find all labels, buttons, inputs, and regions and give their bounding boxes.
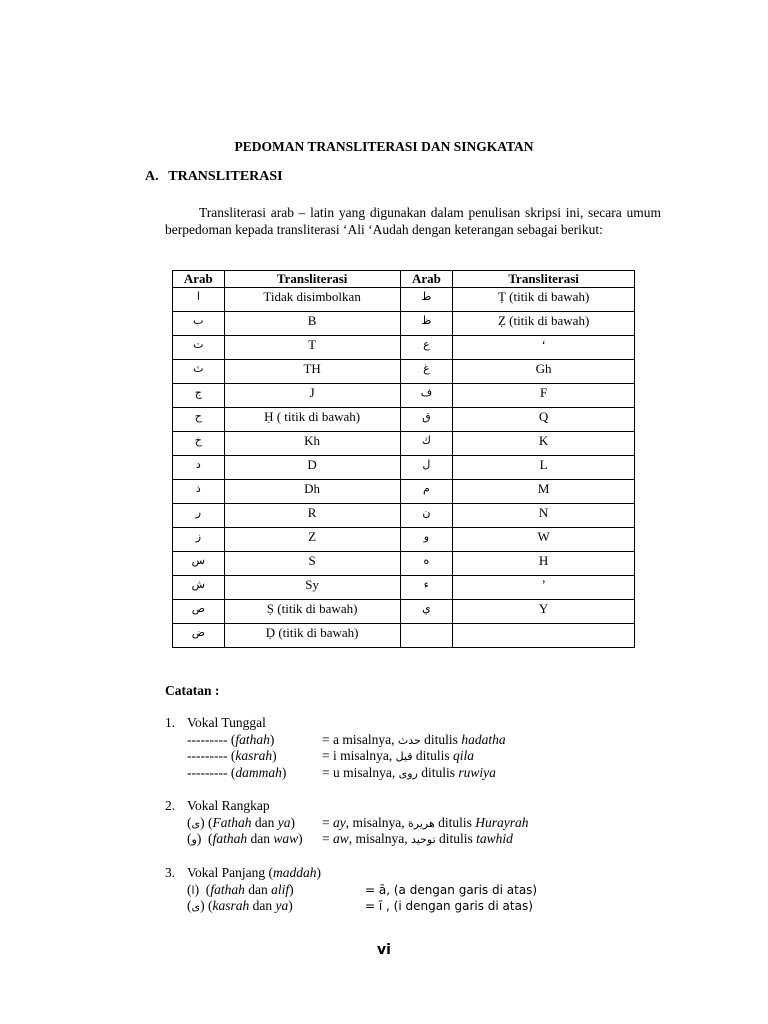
transliteration-cell: Z xyxy=(224,528,400,552)
transliteration-cell: B xyxy=(224,312,400,336)
transliteration-cell: TH xyxy=(224,360,400,384)
arabic-letter-cell: خ xyxy=(173,432,225,456)
list-item-heading: 1. Vokal Tunggal xyxy=(165,715,266,730)
arabic-letter-cell: ق xyxy=(400,408,453,432)
transliteration-cell: Y xyxy=(453,600,635,624)
transliteration-cell: F xyxy=(453,384,635,408)
section-heading xyxy=(145,169,283,185)
transliteration-cell: R xyxy=(224,504,400,528)
transliteration-cell: Gh xyxy=(453,360,635,384)
arabic-letter-cell: ص xyxy=(173,600,225,624)
table-row xyxy=(173,408,635,432)
arabic-letter-cell: ث xyxy=(173,360,225,384)
list-item: (ى) (kasrah dan ya) = ī , (i dengan garis di atas) xyxy=(187,898,533,913)
table-row xyxy=(173,552,635,576)
table-row xyxy=(173,360,635,384)
arabic-letter-cell: ه xyxy=(400,552,453,576)
transliteration-cell: S xyxy=(224,552,400,576)
page-number: vi xyxy=(377,942,391,958)
transliteration-cell: J xyxy=(224,384,400,408)
arabic-letter-cell: و xyxy=(400,528,453,552)
transliteration-cell: ‘ xyxy=(453,336,635,360)
transliteration-cell: Ṭ (titik di bawah) xyxy=(453,288,635,312)
list-item: --------- (fathah) = a misalnya, حدث ditulis hadatha xyxy=(187,731,506,747)
list-item: --------- (dammah) = u misalnya, روى ditulis ruwiya xyxy=(187,764,496,780)
arabic-letter-cell: ط xyxy=(400,288,453,312)
table-row xyxy=(173,384,635,408)
arabic-letter-cell: ر xyxy=(173,504,225,528)
table-row xyxy=(173,528,635,552)
list-item-heading: 3. Vokal Panjang (maddah) xyxy=(165,865,321,880)
arabic-letter-cell: ك xyxy=(400,432,453,456)
transliteration-cell: Tidak disimbolkan xyxy=(224,288,400,312)
list-item: (ى) (Fathah dan ya) = ay, misalnya, هريرة ditulis Hurayrah xyxy=(187,814,529,830)
transliteration-cell: Sy xyxy=(224,576,400,600)
list-item: --------- (kasrah) = i misalnya, قيل ditulis qila xyxy=(187,748,475,763)
table-row xyxy=(173,576,635,600)
transliteration-cell: L xyxy=(453,456,635,480)
arabic-letter-cell: ذ xyxy=(173,480,225,504)
transliteration-cell: Ẓ (titik di bawah) xyxy=(453,312,635,336)
transliteration-table xyxy=(172,270,635,648)
list-vokal-rangkap xyxy=(165,798,529,848)
arabic-letter-cell: ز xyxy=(173,528,225,552)
transliteration-cell: D xyxy=(224,456,400,480)
arabic-letter-cell: ظ xyxy=(400,312,453,336)
transliteration-cell: H xyxy=(453,552,635,576)
list-item-heading: 2. Vokal Rangkap xyxy=(165,798,270,813)
table-row xyxy=(173,336,635,360)
table-row xyxy=(173,624,635,648)
transliteration-cell: Ṣ (titik di bawah) xyxy=(224,600,400,624)
transliteration-cell: Kh xyxy=(224,432,400,456)
list-vokal-tunggal xyxy=(165,715,506,781)
arabic-letter-cell: ل xyxy=(400,456,453,480)
arabic-letter-cell xyxy=(400,624,453,648)
arabic-letter-cell: ي xyxy=(400,600,453,624)
notes-heading: Catatan : xyxy=(165,683,220,698)
table-row xyxy=(173,504,635,528)
arabic-letter-cell: د xyxy=(173,456,225,480)
table-row xyxy=(173,480,635,504)
table-row xyxy=(173,288,635,312)
transliteration-cell: N xyxy=(453,504,635,528)
list-vokal-panjang xyxy=(165,865,538,915)
transliteration-cell: K xyxy=(453,432,635,456)
transliteration-cell: Ḥ ( titik di bawah) xyxy=(224,408,400,432)
arabic-letter-cell: ج xyxy=(173,384,225,408)
table-header-cell: Transliterasi xyxy=(224,271,400,288)
arabic-letter-cell: ض xyxy=(173,624,225,648)
table-header-row xyxy=(173,271,635,288)
arabic-letter-cell: ع xyxy=(400,336,453,360)
arabic-letter-cell: ف xyxy=(400,384,453,408)
arabic-letter-cell: ا xyxy=(173,288,225,312)
transliteration-cell: T xyxy=(224,336,400,360)
section-number: A. xyxy=(145,169,159,184)
arabic-letter-cell: ب xyxy=(173,312,225,336)
arabic-letter-cell: ت xyxy=(173,336,225,360)
table-header-cell: Transliterasi xyxy=(453,271,635,288)
arabic-letter-cell: ش xyxy=(173,576,225,600)
table-row xyxy=(173,600,635,624)
table-row xyxy=(173,432,635,456)
intro-text: Transliterasi arab – latin yang digunakan dalam penulisan skripsi ini, secara umum berpedoman kepada transliterasi ‘Ali ‘Audah dengan keterangan sebagai berikut: xyxy=(165,205,661,237)
table-body xyxy=(173,288,635,648)
table-header-cell: Arab xyxy=(173,271,225,288)
table-header-cell: Arab xyxy=(400,271,453,288)
arabic-letter-cell: غ xyxy=(400,360,453,384)
arabic-letter-cell: ن xyxy=(400,504,453,528)
section-label: TRANSLITERASI xyxy=(168,169,283,184)
page-title: PEDOMAN TRANSLITERASI DAN SINGKATAN xyxy=(234,139,534,154)
arabic-letter-cell: س xyxy=(173,552,225,576)
table-row xyxy=(173,456,635,480)
arabic-letter-cell: م xyxy=(400,480,453,504)
transliteration-cell: M xyxy=(453,480,635,504)
transliteration-cell: Dh xyxy=(224,480,400,504)
transliteration-cell: W xyxy=(453,528,635,552)
transliteration-cell: ’ xyxy=(453,576,635,600)
arabic-letter-cell: ح xyxy=(173,408,225,432)
arabic-letter-cell: ء xyxy=(400,576,453,600)
transliteration-cell xyxy=(453,624,635,648)
intro-paragraph xyxy=(165,204,661,238)
list-item: (و) (fathah dan waw) = aw, misalnya, توحيد ditulis tawhid xyxy=(187,831,513,846)
transliteration-cell: Ḍ (titik di bawah) xyxy=(224,624,400,648)
table-row xyxy=(173,312,635,336)
transliteration-cell: Q xyxy=(453,408,635,432)
list-item: (ا) (fathah dan alif) = ā, (a dengan garis di atas) xyxy=(187,881,538,897)
